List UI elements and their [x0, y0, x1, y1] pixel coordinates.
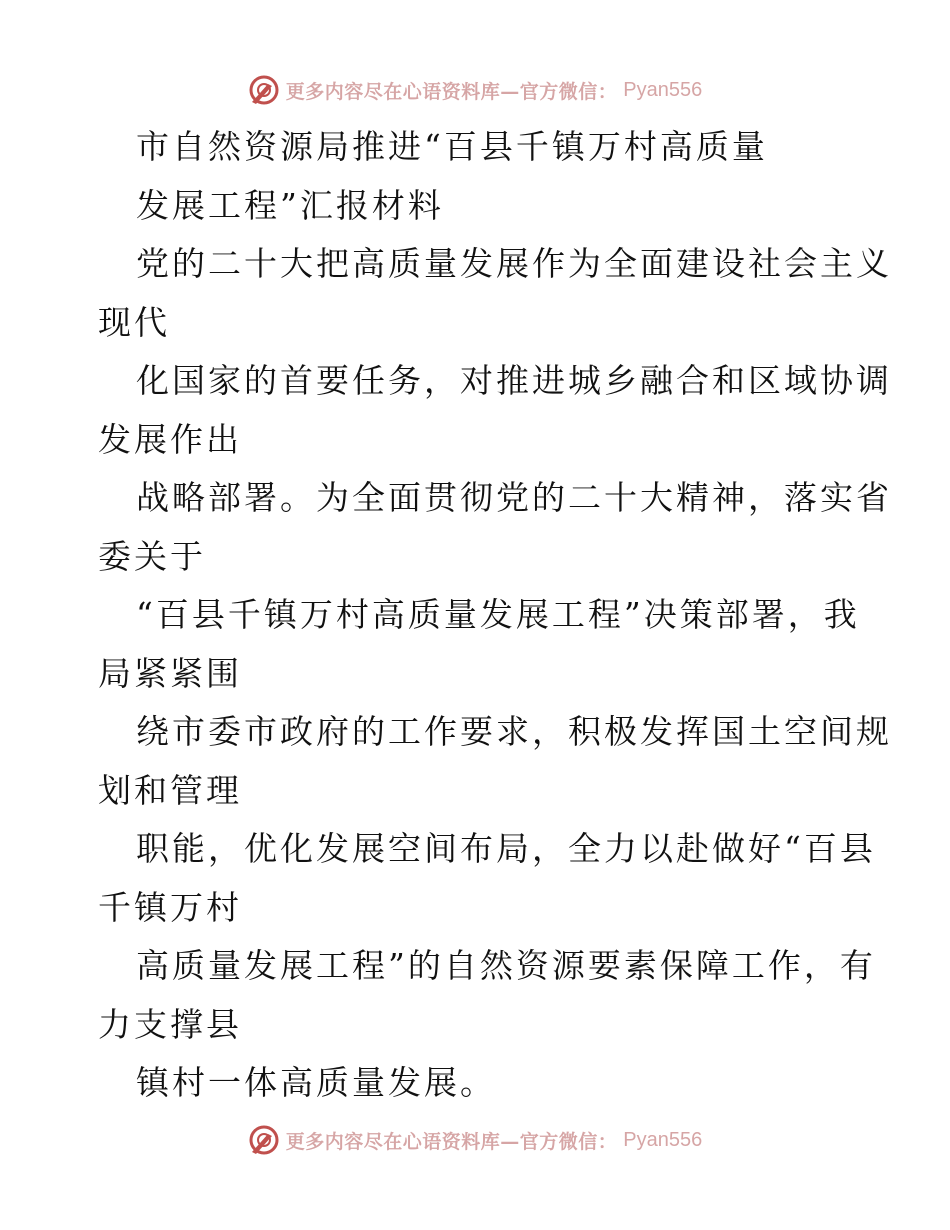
pen-logo-icon — [248, 1124, 280, 1156]
text-line: 镇村一体高质量发展。 — [136, 1063, 496, 1102]
text-line: 市自然资源局推进“百县千镇万村高质量 — [136, 127, 768, 166]
text-line: 委关于 — [98, 536, 206, 576]
text-line: 绕市委市政府的工作要求，积极发挥国土空间规 — [136, 712, 892, 751]
text-line: “百县千镇万村高质量发展工程”决策部署，我 — [136, 595, 860, 634]
pen-logo-icon — [248, 74, 280, 106]
watermark-text: 更多内容尽在心语资料库—官方微信： — [285, 1130, 618, 1153]
text-line: 千镇万村 — [98, 887, 242, 927]
text-line: 现代 — [98, 302, 170, 342]
text-line: 高质量发展工程”的自然资源要素保障工作，有 — [136, 946, 876, 985]
text-line: 发展工程”汇报材料 — [136, 185, 444, 225]
watermark-wechat-id: Pyan556 — [623, 1128, 703, 1151]
text-line: 职能，优化发展空间布局，全力以赴做好“百县 — [136, 829, 876, 868]
text-line: 划和管理 — [98, 770, 242, 810]
text-line: 力支撑县 — [98, 1004, 242, 1044]
watermark-wechat-id: Pyan556 — [623, 78, 703, 101]
text-line: 发展作出 — [98, 419, 242, 459]
text-line: 党的二十大把高质量发展作为全面建设社会主义 — [136, 244, 892, 283]
document-body — [98, 118, 892, 1113]
text-line: 战略部署。为全面贯彻党的二十大精神，落实省 — [136, 478, 892, 517]
watermark-text: 更多内容尽在心语资料库—官方微信： — [285, 80, 618, 103]
text-line: 局紧紧围 — [98, 653, 242, 693]
header-watermark — [0, 70, 950, 110]
text-line: 化国家的首要任务，对推进城乡融合和区域协调 — [136, 361, 892, 400]
footer-watermark — [0, 1120, 950, 1160]
